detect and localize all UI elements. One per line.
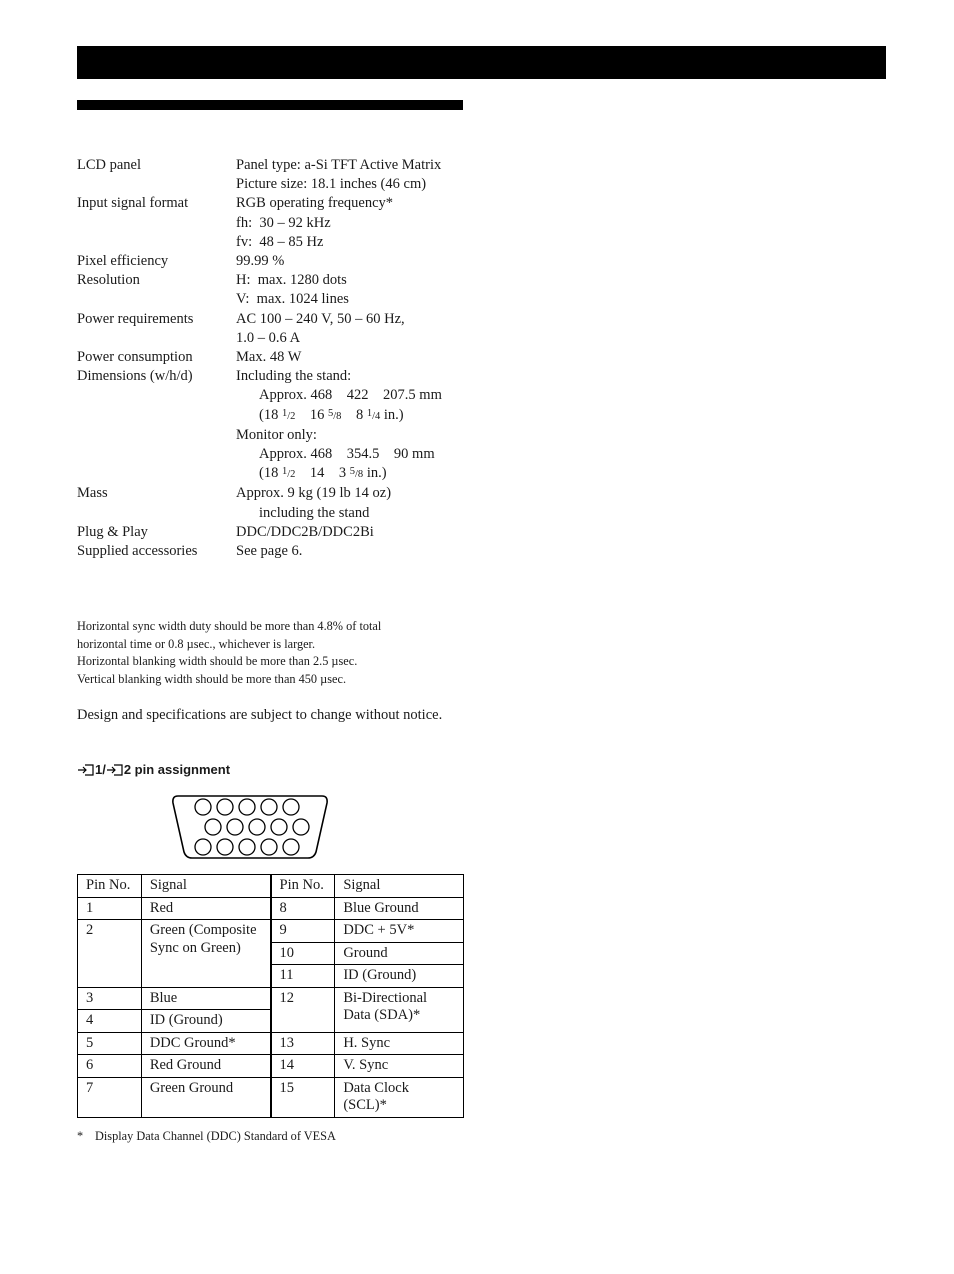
spec-power-consumption	[77, 348, 467, 367]
section-rule	[77, 100, 463, 110]
dsub-connector-diagram	[170, 793, 330, 861]
pin-assignment-table	[77, 874, 464, 1118]
pin-signal: Green (Composite Sync on Green)	[141, 920, 270, 988]
spec-value: DDC/DDC2B/DDC2Bi	[236, 523, 374, 540]
spec-lcd-panel	[77, 156, 467, 194]
change-notice: Design and specifications are subject to change without notice.	[77, 707, 443, 723]
pin-number: 10	[271, 942, 335, 965]
table-row	[78, 920, 464, 943]
spec-value: fh: 30 – 92 kHz	[236, 214, 331, 231]
pin-signal: V. Sync	[335, 1055, 464, 1078]
table-row	[78, 897, 464, 920]
column-header: Pin No.	[271, 875, 335, 898]
table-header-row	[78, 875, 464, 898]
connector-pins	[195, 799, 309, 855]
spec-value: Approx. 468 422 207.5 mm	[259, 387, 442, 404]
pin-signal: DDC Ground*	[141, 1032, 270, 1055]
specifications-list	[77, 156, 467, 561]
pin-signal: Green Ground	[141, 1077, 270, 1117]
note-line: horizontal time or 0.8 µsec., whichever is larger.	[77, 636, 316, 651]
spec-value: V: max. 1024 lines	[236, 291, 349, 308]
pin-number: 11	[271, 965, 335, 988]
footnote-text: Display Data Channel (DDC) Standard of VESA	[95, 1129, 336, 1143]
header-bar	[77, 46, 886, 79]
spec-value: AC 100 – 240 V, 50 – 60 Hz,	[236, 310, 405, 327]
spec-value: 99.99 %	[236, 253, 285, 270]
spec-label: Power requirements	[77, 310, 194, 327]
column-header: Signal	[335, 875, 464, 898]
spec-resolution	[77, 271, 467, 309]
pin-signal: Ground	[335, 942, 464, 965]
input-connector-icon	[106, 764, 124, 776]
spec-label: LCD panel	[77, 157, 142, 173]
table-row	[78, 987, 464, 1010]
spec-value: Panel type: a-Si TFT Active Matrix	[236, 157, 442, 173]
spec-value: See page 6.	[236, 543, 303, 560]
column-header: Pin No.	[78, 875, 142, 898]
note-line: Vertical blanking width should be more than 450 µsec.	[77, 671, 347, 686]
input-connector-icon	[77, 764, 95, 776]
pin-signal: H. Sync	[335, 1032, 464, 1055]
spec-value: Max. 48 W	[236, 349, 302, 366]
spec-label: Pixel efficiency	[77, 253, 169, 270]
pin-number: 8	[271, 897, 335, 920]
spec-pixel-efficiency	[77, 252, 467, 271]
spec-value-inches: (18 $^1$/2 16 $^5$/8 8 $^1$/4 in.)	[259, 406, 404, 423]
spec-value: Including the stand:	[236, 368, 352, 385]
pin-heading-part1: 1/	[95, 762, 106, 777]
pin-signal: Blue Ground	[335, 897, 464, 920]
spec-value-inches: (18 $^1$/2 14 3 $^5$/8 in.)	[259, 465, 387, 482]
spec-plug-play	[77, 523, 467, 542]
pin-number: 2	[78, 920, 142, 988]
spec-value: fv: 48 – 85 Hz	[236, 233, 324, 250]
pin-number: 7	[78, 1077, 142, 1117]
spec-value: Approx. 468 354.5 90 mm	[259, 446, 435, 463]
spec-value: 1.0 – 0.6 A	[236, 329, 301, 346]
footnote-marker: *	[77, 1129, 84, 1143]
spec-value: Approx. 9 kg (19 lb 14 oz)	[236, 485, 392, 502]
pin-assignment-heading	[77, 762, 230, 777]
pin-signal: Red Ground	[141, 1055, 270, 1078]
spec-label: Resolution	[77, 272, 140, 289]
pin-number: 14	[271, 1055, 335, 1078]
pin-signal: Data Clock (SCL)*	[335, 1077, 464, 1117]
spec-label: Mass	[77, 485, 108, 502]
pin-number: 13	[271, 1032, 335, 1055]
timing-notes	[77, 618, 467, 688]
pin-number: 12	[271, 987, 335, 1032]
pin-signal: ID (Ground)	[141, 1010, 270, 1033]
spec-label: Dimensions (w/h/d)	[77, 368, 193, 385]
spec-power-requirements	[77, 310, 467, 348]
pin-signal: DDC + 5V*	[335, 920, 464, 943]
pin-number: 4	[78, 1010, 142, 1033]
pin-number: 9	[271, 920, 335, 943]
footnote	[77, 1129, 336, 1144]
column-header: Signal	[141, 875, 270, 898]
pin-signal: Bi-Directional Data (SDA)*	[335, 987, 464, 1032]
spec-label: Input signal format	[77, 195, 189, 212]
pin-number: 1	[78, 897, 142, 920]
pin-number: 6	[78, 1055, 142, 1078]
spec-label: Plug & Play	[77, 523, 148, 540]
table-row	[78, 1032, 464, 1055]
spec-label: Supplied accessories	[77, 543, 198, 560]
pin-signal: Red	[141, 897, 270, 920]
spec-input-signal	[77, 194, 467, 252]
pin-number: 5	[78, 1032, 142, 1055]
pin-signal: ID (Ground)	[335, 965, 464, 988]
pin-number: 15	[271, 1077, 335, 1117]
pin-signal: Blue	[141, 987, 270, 1010]
note-line: Horizontal blanking width should be more than 2.5 µsec.	[77, 654, 358, 669]
pin-number: 3	[78, 987, 142, 1010]
spec-mass	[77, 484, 467, 522]
spec-value: Monitor only:	[236, 426, 317, 443]
spec-value: Picture size: 18.1 inches (46 cm)	[236, 176, 427, 193]
spec-value: RGB operating frequency*	[236, 195, 394, 212]
spec-accessories	[77, 542, 467, 561]
spec-value: H: max. 1280 dots	[236, 272, 347, 289]
table-row	[78, 1077, 464, 1117]
note-line: Horizontal sync width duty should be more than 4.8% of total	[77, 619, 382, 633]
spec-label: Power consumption	[77, 349, 193, 366]
table-row	[78, 1055, 464, 1078]
pin-heading-part2: 2 pin assignment	[123, 762, 231, 777]
spec-value: including the stand	[259, 504, 370, 521]
spec-dimensions	[77, 367, 467, 484]
